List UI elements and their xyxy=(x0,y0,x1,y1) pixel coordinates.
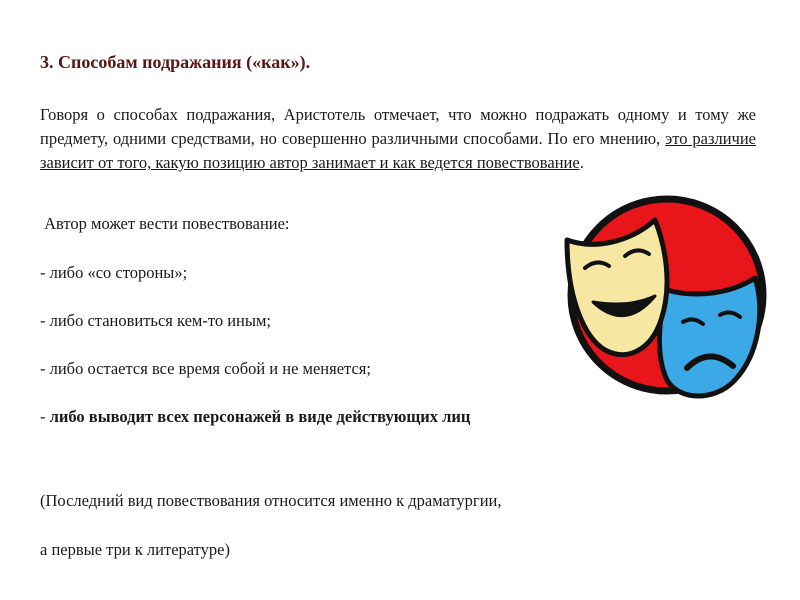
option-dash: - xyxy=(40,407,50,426)
slide-title: 3. Способам подражания («как»). xyxy=(40,52,311,72)
option-item: - либо становиться кем-то иным; xyxy=(40,311,271,330)
option-item: - либо остается все время собой и не меняется; xyxy=(40,359,371,378)
option-item-bold xyxy=(40,407,470,427)
option-bold-text: либо выводит всех персонажей в виде действующих лиц xyxy=(49,407,471,426)
footnote-line: а первые три к литературе) xyxy=(40,540,230,559)
intro-underlined-text: это различие зависит от того, какую позицию автор занимает и как ведется повествование xyxy=(40,129,756,172)
intro-text: Говоря о способах подражания, Аристотель отмечает, что можно подражать одному и тому же предмету, одними средствами, но совершенно различными способами. По его мнению, xyxy=(40,105,756,148)
footnote-line: (Последний вид повествования относится именно к драматургии, xyxy=(40,491,502,510)
intro-paragraph xyxy=(40,103,756,175)
option-item: - либо «со стороны»; xyxy=(40,263,188,282)
narration-intro: Автор может вести повествование: xyxy=(40,214,290,233)
intro-end: . xyxy=(579,153,584,172)
theatre-masks-icon xyxy=(555,190,780,410)
